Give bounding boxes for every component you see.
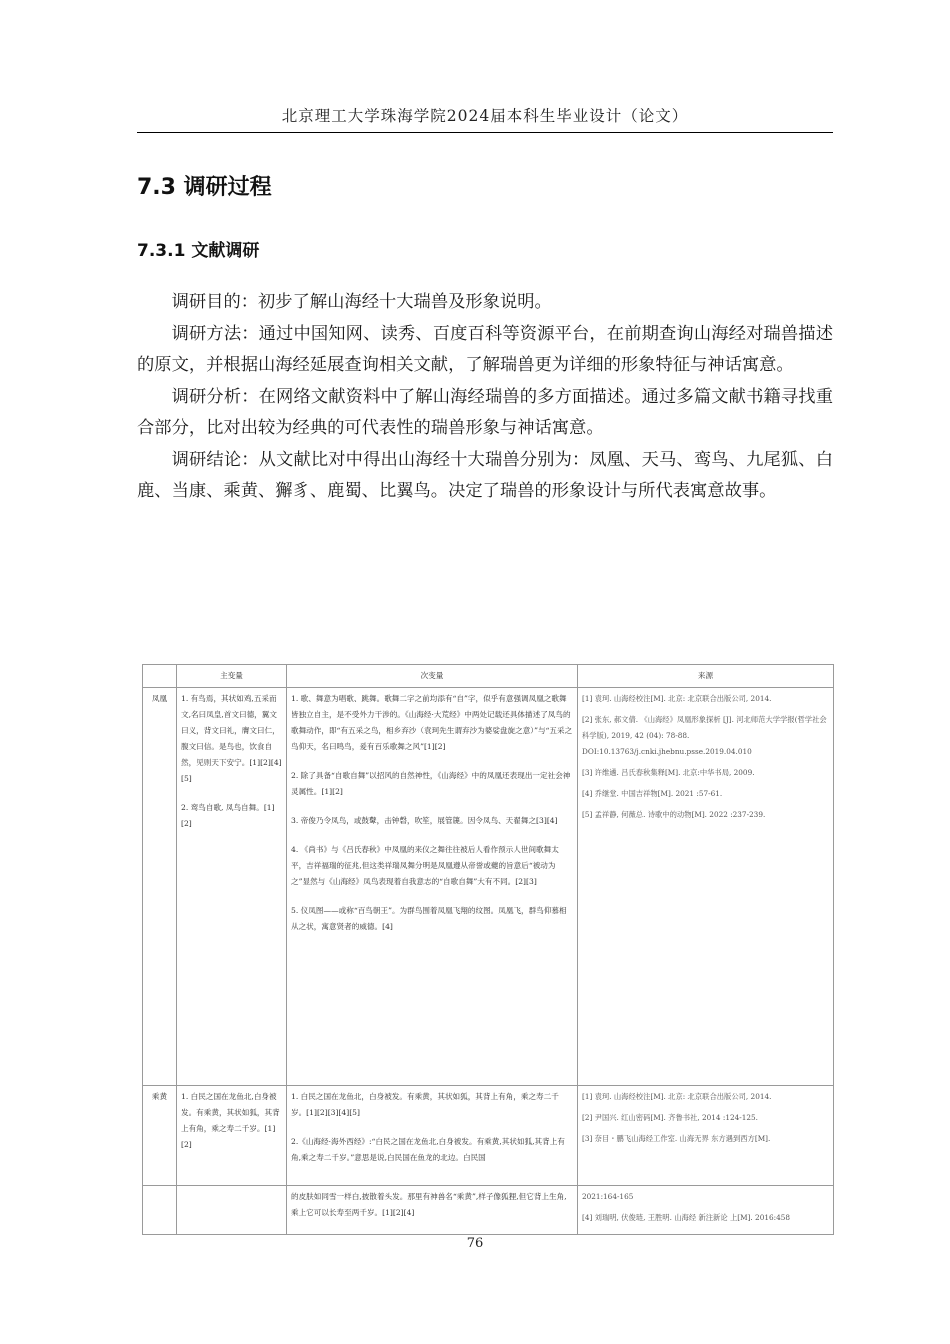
body-text [137,287,833,508]
page-number: 76 [466,1236,484,1251]
paragraph-conclusion: 调研结论：从文献比对中得出山海经十大瑞兽分别为：凤凰、天马、鸾鸟、九尾狐、白鹿、当康、乘黄、獬豸、鹿蜀、比翼鸟。决定了瑞兽的形象设计与所代表寓意故事。 [137,449,833,501]
secondary-item: 的皮肤如同雪一样白,披散着头发。那里有神兽名“乘黄”,样子像狐狸,但它背上生角,乘上它可以长寿至两千岁。[1][2][4] [291,1192,567,1217]
table-row [143,688,834,1086]
paragraph-method: 调研方法：通过中国知网、读秀、百度百科等资源平台，在前期查询山海经对瑞兽描述的原文，并根据山海经延展查询相关文献，了解瑞兽更为详细的形象特征与神话寓意。 [137,323,833,375]
secondary-item: 1. 歌、舞意为唱歌、跳舞。歌舞二字之前均添有“自”字，似乎有意强调凤凰之歌舞皆独立自主，是不受外力干涉的。《山海经·大荒经》中两处记载还具体描述了凤鸟的歌舞动作，即“有五采之鸟，相乡弃沙（袁珂先生谓弃沙为婆娑盘旋之意）”与“五采之鸟仰天，名曰鸣鸟，爰有百乐歌舞之风”[1][2] [291,694,573,751]
main-item: 1. 白民之国在龙鱼北,白身被发。有乘黄，其状如狐，其背上有角，乘之寿二千岁。[1][2] [181,1092,280,1149]
table-header-secondary: 次变量 [287,665,578,688]
row-secondary [287,1186,578,1235]
secondary-item: 3. 帝俊乃令凤鸟，或鼓鼙，击钟磬，吹笙，展管篪。因令凤鸟、天翟舞之[3][4] [291,816,558,825]
source-item: [4] 乔继堂. 中国吉祥物[M]. 2021 :57-61. [582,789,723,798]
source-item: [3] 许维遹. 吕氏春秋集释[M]. 北京:中华书局, 2009. [582,768,755,777]
main-item: 2. 鸾鸟自歌, 凤鸟自舞。[1][2] [181,803,275,828]
paragraph-purpose: 调研目的：初步了解山海经十大瑞兽及形象说明。 [171,292,552,312]
row-main [177,688,287,1086]
table-header-row [143,665,834,688]
source-item: [4] 刘瑞明, 伏俊琏, 王胜明. 山海经 新注新论 上[M]. 2016:458 [582,1213,791,1222]
row-sources [578,688,834,1086]
row-sources [578,1086,834,1186]
row-main [177,1086,287,1186]
source-item: 2021:164-165 [582,1192,634,1201]
secondary-item: 2.《山海经·海外西经》:“白民之国在龙鱼北,白身被发。有乘黄,其状如狐,其背上有角,乘之寿二千岁。”意思是说,白民国在鱼龙的北边。白民国 [291,1137,565,1162]
table-row [143,1186,834,1235]
row-name: 凤凰 [143,688,177,1086]
secondary-item: 1. 白民之国在龙鱼北，白身被发。有乘黄，其状如狐，其背上有角，乘之寿二千岁。[1][2][3][4][5] [291,1092,559,1117]
secondary-item: 4. 《尚书》与《吕氏春秋》中凤凰的来仪之舞往往被后人看作预示人世间歌舞太平，吉祥福瑞的征兆,但这类祥瑞凤舞分明是凤凰遵从帝誉或夔的旨意后“被动为之”显然与《山海经》凤鸟表现着自我意志的“自歌自舞”大有不同。[2][3] [291,845,559,886]
table-header-source: 来源 [578,665,834,688]
section-title: 7.3 调研过程 [137,175,272,200]
source-item: [1] 袁珂. 山海经校注[M]. 北京: 北京联合出版公司, 2014. [582,694,772,703]
table-header-name [143,665,177,688]
source-item: [1] 袁珂. 山海经校注[M]. 北京: 北京联合出版公司, 2014. [582,1092,772,1101]
row-secondary [287,1086,578,1186]
source-item: [2] 尹国兴. 红山密码[M]. 齐鲁书社, 2014 :124-125. [582,1113,758,1122]
row-name: 乘黄 [143,1086,177,1186]
secondary-item: 2. 除了具备“自歌自舞”以招风的自然神性，《山海经》中的凤凰还表现出一定社会神灵属性。[1][2] [291,771,571,796]
secondary-item: 5. 仪凤图——或称“百鸟朝王”。为群鸟围着凤凰飞翔的纹图。凤凰飞，群鸟仰慕相从之状，寓意贤者的威德。[4] [291,906,567,931]
main-item: 1. 有鸟焉，其状如鸡,五采而文,名曰凤皇,首文曰德，翼文曰义，背文曰礼，膺文曰仁，腹文曰信。是鸟也，饮食自然，见则天下安宁。[1][2][4][5] [181,694,282,783]
source-item: [5] 孟祥静, 何薇总. 诗歌中的动物[M]. 2022 :237-239. [582,810,766,819]
paragraph-analysis: 调研分析：在网络文献资料中了解山海经瑞兽的多方面描述。通过多篇文献书籍寻找重合部分，比对出较为经典的可代表性的瑞兽形象与神话寓意。 [137,386,833,438]
row-sources [578,1186,834,1235]
subsection-title: 7.3.1 文献调研 [137,241,260,261]
source-item: [3] 奈目・鹏飞山海经工作室. 山海无界 东方遇到西方[M]. [582,1134,771,1143]
page-header: 北京理工大学珠海学院2024届本科生毕业设计（论文） [137,104,833,133]
source-item: [2] 张东, 郝文倩. 《山海经》凤凰形象探析 [J]. 河北师范大学学报(哲学社会科学版), 2019, 42 (04): 78-88. DOI:10.13763/j.cnki.jhebnu.psse.2019.04.010 [582,715,827,756]
research-table [142,664,834,1235]
row-name [143,1186,177,1235]
row-main [177,1186,287,1235]
table-row [143,1086,834,1186]
row-secondary [287,688,578,1086]
table-header-main: 主变量 [177,665,287,688]
